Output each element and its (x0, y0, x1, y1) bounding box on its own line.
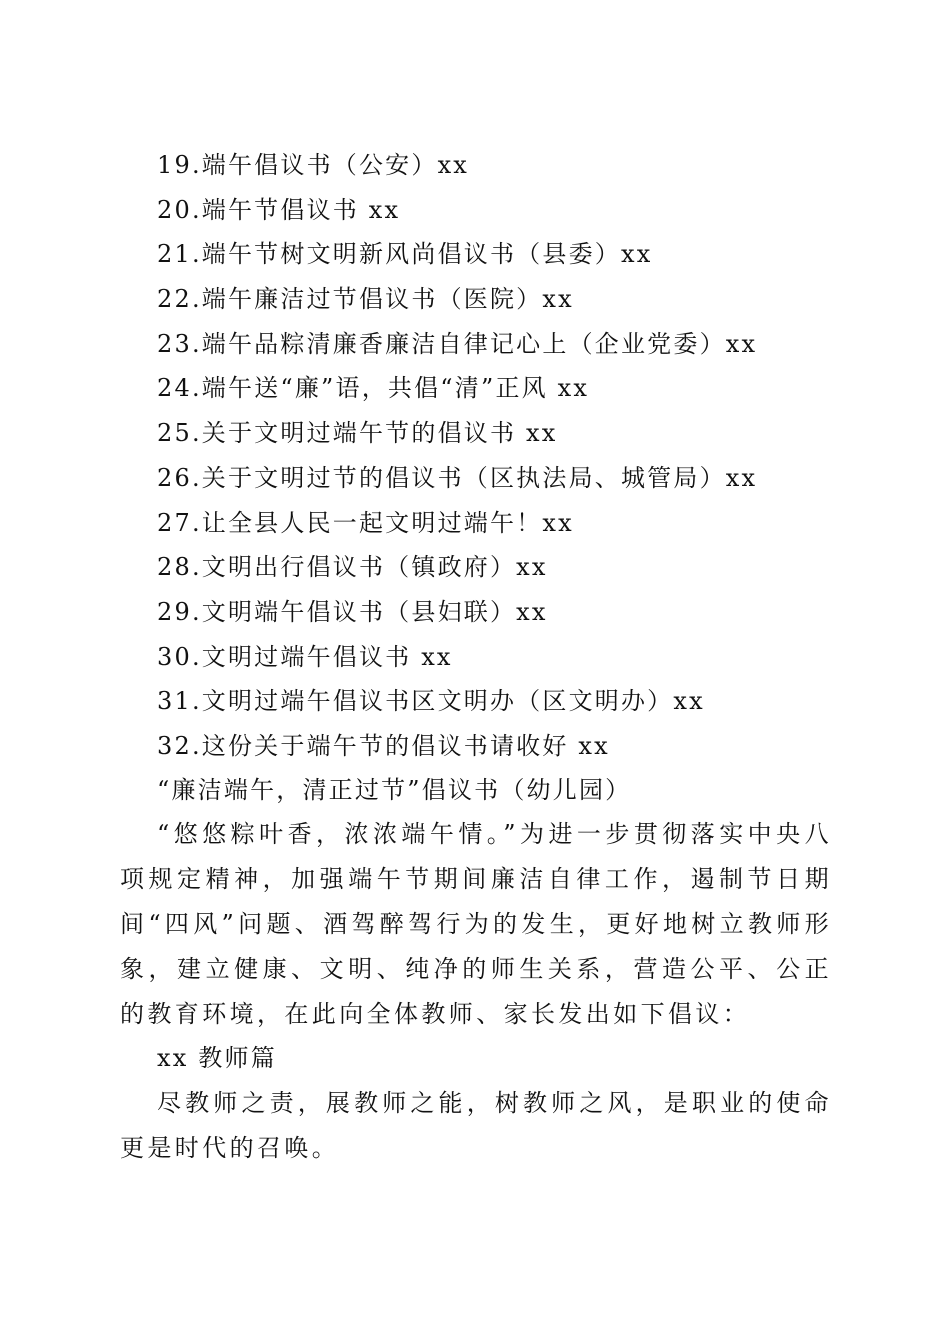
toc-item: 22.端午廉洁过节倡议书（医院）xx (157, 285, 574, 314)
toc-list (157, 143, 757, 769)
intro-paragraph: “悠悠粽叶香，浓浓端午情。”为进一步贯彻落实中央八项规定精神，加强端午节期间廉洁自律工作，遏制节日期间“四风”问题、酒驾醉驾行为的发生，更好地树立教师形象，建立健康、文明、纯净的师生关系，营造公平、公正的教育环境，在此向全体教师、家长发出如下倡议： (120, 820, 832, 1028)
toc-item: 25.关于文明过端午节的倡议书 xx (157, 419, 558, 448)
section-paragraph: 尽教师之责，展教师之能，树教师之风，是职业的使命更是时代的召唤。 (120, 1089, 832, 1162)
toc-item: 28.文明出行倡议书（镇政府）xx (157, 553, 548, 582)
toc-item: 21.端午节树文明新风尚倡议书（县委）xx (157, 240, 653, 269)
toc-item: 26.关于文明过节的倡议书（区执法局、城管局）xx (157, 463, 758, 492)
toc-item: 19.端午倡议书（公安）xx (157, 151, 470, 179)
toc-item: 31.文明过端午倡议书区文明办（区文明办）xx (157, 687, 705, 716)
section-heading: xx 教师篇 (157, 1044, 277, 1072)
toc-item: 23.端午品粽清廉香廉洁自律记心上（企业党委）xx (157, 329, 758, 358)
toc-item: 24.端午送“廉”语，共倡“清”正风 xx (157, 374, 590, 403)
toc-item: 27.让全县人民一起文明过端午！xx (157, 508, 574, 537)
toc-item: 30.文明过端午倡议书 xx (157, 642, 453, 671)
toc-item: 20.端午节倡议书 xx (157, 195, 401, 224)
toc-item: 32.这份关于端午节的倡议书请收好 xx (157, 731, 610, 760)
toc-item: 29.文明端午倡议书（县妇联）xx (157, 597, 548, 626)
document-title: “廉洁端午，清正过节”倡议书（幼儿园） (157, 776, 632, 804)
